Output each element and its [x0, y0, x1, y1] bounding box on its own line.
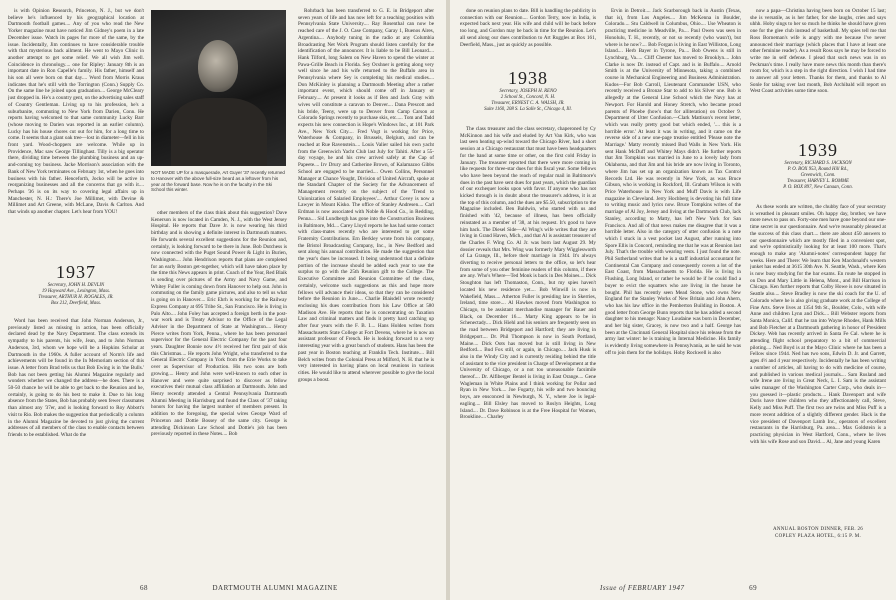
officer-1938-line-1: Secretary, JOSEPH H. RENO [499, 89, 557, 94]
column-r3-top [750, 8, 886, 128]
column-r3-text: As these words are written, the chubby face of your secretary is wreathed in pleasant smiles. Oh happy day, brother, we have more news to pass on. Forty-one men have gone beyond our one-time secret in our questionnaire. And we're reasonably pleased at the success of this class chart.... there are about 450 answers to our questionnaire which are mostly filed in a convenient spot, and we're optimistically looking for at least 100 more. That's enough to make any 'Alumni-notes' correspondent happy for weeks. Here and There: We learn that Ken Macdonald's western junket has ended at 3615 30th Ave. N. Seattle, Wash., where Ken is now busy studying for the bar exams. En route he stopped in on Don and Mary Little in Helena, Mont., and Bill Harrison in Chicago. Ken further reports that Colby Howe is now situated in Seattle also.... Steve Bradley is now the ski coach for the U. of Colorado where he is also giving graduate work at the College of Fine Arts. Steve lives at 1354 9th St., Boulder, Colo., with wife Anne and children Lynn and Dick.... Bill Webster reports from Santa Monica, Calif. that he ran into Wayne Rhodes, Hank Mills and Bob Fletcher at a Dartmouth gathering in honor of President Dickey. Web has recently arrived in Santa Fe Cal. where he is attending flight school preparatory to a bit of commercial piloting.... Ned Boyd is at the Mayo Clinic where he has been a Fellow since 1944. Ned has two sons, Edwin D. Jr. and Garrett, ages 4½ and 4 year respectively. Incidentally he has been writing a number of articles, all having to do with medicine of course, and published in various medical journals.... Sam Rusland and wife Irene are living in Great Neck, L. I. Sam is the assistant sales manager of the Washington Carter Corp., who deals in—you guessed it—plastic products.... Hank Davenport and wife Doris have three children who they affectionately call, Steve, Kelly and Miss Puff. The first two are twins and Miss Puff is a more recent addition of a slightly different gender. Hack is the vice president of Davenport Lamb Inc., operators of excellent restaurants in the Harrisburg, Pa. area.... Max Goldstein is a practicing physician in West Hartford, Conn., where he lives with his wife Rose and son David.... Al, Jane and young Karen [750, 204, 886, 445]
officer-1939-line-1: Secretary, RICHARD S. JACKSON [784, 161, 852, 166]
class-1939-header [750, 140, 886, 191]
class-year-1939: 1939 [798, 140, 838, 160]
officer-1939-line-3: Greenwich, Conn. [800, 173, 836, 178]
column-1-bottom [8, 318, 144, 580]
portrait-photo [151, 10, 286, 166]
officer-line-3: Treasurer, ARTHUR H. ROGALES, JR. [38, 295, 114, 300]
officer-1938-line-2: 2 School St., Concord, N. H. [500, 95, 556, 100]
right-footer [600, 584, 757, 592]
officer-1938-line-3: Treasurer, ERNEST C. A. WALSH, JR. [491, 101, 565, 106]
dinner-notice [750, 526, 886, 540]
page-number-left: 68 [140, 584, 148, 592]
column-1-text: is with Opinion Research, Princeton, N. J., but we don't believe he's influenced by his geographical location at Dartmouth football games.... Any of you who read the New Yorker magazine must have noticed Jim Gidney's poem in a late December issue. Watch its pages for more of the same, by the issue. Incidentally, Jim continues to have considerable trouble with that mysterious back ailment. He went to Mayo Clinic in another attempt to get some relief. We all wish Jim well. Coincidence in chronology.... one for Ripley: January 8th is an important date in Ron Capelle's family. His father, himself and his son all were born on that day.... Word from Morris Kraus indicates that he's still with the Torrington (Conn.) Supply Co. On the same line he joined upon graduation.... George McCleary just dropped in. He's a country gent, on the advertising sales staff of Country Gentleman. Living up to his profession, he's a suburbanite, commuting to New York from Darien, Conn. He reports having welcomed to that same community Lucky Barr (whose moving to Darien was reported in an earlier column). Lucky has his house chores cut out for him, for a long time to come. It seems that a giant oak tree—lost in diameter—fell in his front yard. Wood-choppers are welcome. While up in Providence, Mac saw George Tillinghast. Tilly is a big operator there, dividing time between the plumbing business and an up-and-coming toy business. Jacke Morrison's association with the Bank of New York terminates on February 1st, when he goes into business with his father. Henceforth, Jocko will be active in reorganizing businesses and all the concerns that go with it.... Perhaps '36 is on its way to covering legal affairs up in Manchester, N. H.: There's Joe Millimet, with Devine & Millimet and Art Greene, with McLane, Davis & Carlton. And that winds up another chapter. Let's hear from YOU! [8, 8, 144, 216]
left-page [0, 0, 446, 600]
class-year-1937: 1937 [56, 262, 96, 282]
magazine-title: DARTMOUTH ALUMNI MAGAZINE [212, 584, 338, 592]
right-page [450, 0, 896, 600]
photo-caption: NOT MADE UP for a masquerade, Art Guyer '37 recently returned to Hanover with the above full-size beard as a leftover from his year at the forward base. Now he is on the faculty in the Ski School this winter. [151, 170, 285, 193]
column-r2-text: Ervin in Detroit.... Jack Scarborough back in Austin (Texas, that is), from Los Angeles.... Jim McKenna in Boulder, Colorado.... Stu Caldwell in Columbus, Ohio.... Use Wheaton is practicing medicine in Meadville, Pa.... Paul Owen was seen in Honolulu, T. H., recently, or not so recently (who wasn't), but where is he now?.... Bob Forgan is living in East Williston, Long Island.... Herb Bayer in Tyrone, Pa.... Bob Owens is still in Lynchburg, Va..... Cliff Chester has moved to Brooklyn.... John Clarke is now Dr. instead of Capt. and is in Buffalo.... Arnold Smith is at the University of Minnesota, taking a combined course in Mechanical Engineering and Business Administration. Kudos—For Bob Carroll, Lieutenant Commander USN, who recently received a Bronze Star to add to his Silver one. Bob is allegedly at the General Line School which the Navy has at Newport. For Harold and Honey Stretch, who became proud parents of Phoebe (how's that for alliteration) on October 9. Department of Utter Confusion.—Clark Mattison's recent letter, which was really pretty good but which ended, '.... this is a horrible error.' At least it was in writing, and it came on the reverse side of a new one-page treatise entitled 'Please note the Marriage.' Matty recently missed Bud Walls in New York. His sent Hank McDuff and Whitey Mays didn't. He further reports that Jim Tompkins was married in June to a lovely lady from Oklahoma, and that Jim and his bride are now living in Toronto, where Jim has set up an organization known as Tax Control Records Ltd. He was recently in New York, as was Bruce Gibson, who is working in Rockford, Ill. Graham Wilson is with Price Waterhouse in New York and Muff Davis is with Life magazine in Cleveland. Jerry Hochberg is devoting his full time to writing music and lyrics now. Bruce Tompkins writes of the marriage of Al Joy, Jersey and living at the Dartmouth Club, lack Stanley, according to Matty, has left New York for San Francisco. And all of that news makes me disagree that it was a horrible letter. Also in the category of utter confusion is a note which I stuck in a vest pocket last August, after running into Spore Ellis in Concord, reminding me that he was at Reunion last July. That's the trouble with wearing vests. I just found the note. Phil Sutherland writes that he is a staff industrial accountant for Continental Can Company and consequently covers a lot of the East Coast, from Massachusetts to Florida. He is living in Flushing, Long Island, or rather he would be if he could find a buyer to evict the squatters who are living in the house he bought. Phil has recently seen Mead Stone, who owns New England for the Stanley Works of New Britain and John Ahern, who has his law office in the Pemberton Building in Boston. A good letter from George Bunn reports that he has added a second daughter to his menage: Nancy Loudaine was born in December, and her big sister, Gracey, is now two and a half. George has been at the Cincinnati General Hospital since his release from the army last winter: he is training in Internal Medicine. His family is evidently living somewhere in Pennsylvania, as he said he was off to join them for the holidays. Hoby Rockwell is also [605, 8, 741, 356]
officer-1938-line-4: Suite 1160, 208 S. La Salle St., Chicago 4, Ill. [484, 107, 572, 112]
column-r1-text: The class treasurer and the class secretary, chaperoned by Cy McKinnon and his wife and eluded by Art Van Kirk, who was last seen heating up-wind toward the Chicago River, had a short session at a Chicago restaurant that must have been headquarters for the band at some time or other, on the first cold Friday in January. The treasurer reported that there were more coming in like requests for three-star dues for this fiscal year. Some fellows who have been beyond the reach of regular mail in Baltimore's dues in the past have sent dues for past years, which the guardian of our exchequer looks upon with favor. If anyone who has not kicked through is in doubt about the treasurer's address, it is at the top of this column, and the dues are $5.50, subscription to the Magazine included. Ben Baldwin, who started with us and finished with '42, because of illness, has been officially reinstated as a member of '38, at his request. It's good to have him back. The Diesel Side—Al Wing's wife writes that they are living in Grand Haven, Mich., and that Al is assistant treasurer of the Charles F. Wing Co. Al Jr. was born last August 29. My dossier reveals that Mrs. Wing was formerly Mary Wigglesworth of La Grange, Ill., before their marriage in 1944. It's always diverting to receive personal letters to the office, so let's hear from some of you other feminine readers of this column, if there are any. Who's Where—Ted Monk is back in Des Moines.... Dick Stoughton has left Thomaston, Conn., but my spies haven't located his new residence yet.... Bob Winwill is now in Wakefield, Mass.... Atherton Fuller is presiding law in Skerries, Ireland, time store.... Al Hawkes moved from Washington to Chicago, to be assistant merchandise manager for Bauer and Black, on December 16.... Marty King appears to be in Schenectady.... Dick Hiehl and his seniors are frequently seen on the road between Bridgeport and Hartford; they are living in Bridgeport.... Dr. Phil Thompson is now in South Portland, Maine.... Dick Oots has moved but is still living in New Bedford.... Bud Fox still, or again, in Chicago.... Jack Husk is also in the Windy City and is currently residing behind the title of assistant to the vice president in Charge of Development at the University of Chicago, or a not too unreasonable facsimile thereof.... Dr. Alfiberger Bentel is living in East Orange.... Gene Wagleman in White Plains and I think working for Pollar and Ryan in New York.... Joe Fogarty, his wife and two bouncing boys, are ensconced in Newburgh, N. Y., where Joe is legal-eagling.... Bill Elsley has moved to Roslyn Heights, Long Island.... Dr. Dave Robinson is at the Free Hospital for Women, Brookline.... Charley [460, 126, 596, 421]
column-r3-top-text: now a papa—Christina having been born on October 15 last; she is versatile, as is her father, for she laughs, cries and says uhhh. Hoby sings to her so much he thinks he should have given one for the glee club instead of basketball. My spies tell me that Ross Borneman's wife is angry with me because I've never announced their marriage (which places that I have at least one other feminine reader). As a result Ross says he may be forced to write me in self defense. I plead that such news was in on Peckman's time. I really have more news this month than there's room for, which is a step in the right direction. I wish I had time to answer all your letters. Thanks for them, and thanks to Al Sonle for taking over last month, Bob Archibald will report on West Coast activities some time soon. [750, 8, 886, 95]
column-r1 [460, 126, 596, 580]
column-2-text: other members of the class think about this suggestion? Dave Kenerson is now located in Camden, N. J., with the West Jersey Hospital. He reports that Dave Jr. is now wearing his third birthday and is showing a definite interest in Dartmouth matters. He forwards several excellent suggestions for the Reunion and, certainly, is looking forward to be there in June. Bob Dutchess is now connected with the Puget Sound Power & Light in Burien, Washington.... John Hendrixon reports that plans are completed for an early Boston get-together, which will have taken place by the time this News appears in print. Coach of the Year, Red Blaik is sending over pictures of the Army and Navy Game, and Whitey Fuller is coming down from Hanover to help out. John in commuting on the family game pictures, and also to tell us what is going on in Hanover.... Eric Ehrh is working for the Railway Express Company at 695 Tribe St., San Francisco. He is living in Palo Alto.... John Foley has accepted a foreign berth in the post-war work and is Treaty Advisor to the Office of the Legal Adviser in the Department of State at Washington.... Henry Pierce writes from York, Penna., where he has been personnel supervisor for the General Electric Company for the past four years. Daughter Bonnie now 4½ received her first pair of skis this Christmas.... He reports John Wright, who transferred to the General Electric Company in York from the Erie Works to take over as Supervisor of Production. His two sons are both growing.... Henry and John were well-known to each other in Hanover and were quite surprised to discover as fellow executives their mutual class affiliation at Dartmouth. John and Henry recently attended a Central Pennsylvania Dartmouth Alumni Meeting in Harrisburg and found the Class of '37 taking honors for having the largest number of members present. In addition to the foregoing, the special wires George Ward of Princeton and Dottie Bossey of the same city. George is attending Dickinson Law School and Dottie's job has been previously reported in these Notes.... Bob [151, 210, 287, 438]
column-r2 [605, 8, 741, 580]
dinner-notice-line-2: COPLEY PLAZA HOTEL, 6:15 P. M. [774, 534, 862, 539]
column-r1-top-text: done on reunion plans to date. Bill is handling the publicity in connection with our Reunion.... Gordon Terry, now in India, is expected back next year. His wife and child will be back before too long, and Gordon may be back in time for the Reunion. Let's all send along our dues contribution to Art Ruggles at Box 161, Deerfield, Mass., just as quickly as possible. [460, 8, 596, 48]
page-number-right: 69 [749, 584, 758, 592]
class-year-1938: 1938 [508, 68, 548, 88]
column-1-bottom-text: Word has been received that John Norman Anderson, Jr., previously listed as missing in action, has been officially declared dead by the Navy Department. The class extends its sympathy to his parents, his wife, Jean, and to John Norman Anderson, 3rd, whom we hope will be a Hopkins Scholar at Dartmouth in the 1960s. A fuller account of Norm's life and achievements will be found in the In Memoriam section of this issue. A letter from Brad tells us that Bob Ewing is in 'the Bulls.' Bob has not been getting his Alumni Magazine regularly and wonders whether we changed the address—he does. There is a 50-50 chance he will be able to get back to the Reunion and he, certainly, is going to do his best to make it. Due to his long absence from the States, Bob has probably seen fewer classmates than almost any '37er, and is looking forward to Roy Abbott's visit to Rio. Bob makes the suggestion that periodically a column in the Alumni Magazine be devoted to just giving the current addresses of all members of the class to enable contacts between friends to be established. What do the [8, 318, 144, 438]
column-2 [151, 210, 287, 580]
class-1938-header [460, 68, 596, 113]
left-footer [140, 584, 338, 592]
dinner-notice-line-1: ANNUAL BOSTON DINNER, FEB. 26 [772, 527, 864, 532]
officer-line-1: Secretary, JOHN H. DEVLIN [47, 283, 105, 288]
photo-face [198, 40, 238, 92]
issue-title: Issue of FEBRUARY 1947 [600, 584, 685, 592]
officer-1939-line-5: P. O. BOX 897, New Canaan, Conn. [783, 185, 853, 190]
officer-line-2: 19 Hayward Ave., Lexington, Mass. [41, 289, 111, 294]
officer-1939-line-4: Treasurer, HARVEY L. ROMME [787, 179, 849, 184]
officer-line-4: Box 212, Deerfield, Mass. [50, 301, 102, 306]
column-3 [298, 8, 434, 580]
column-r1-top [460, 8, 596, 68]
photo-coat [171, 98, 267, 166]
column-1 [8, 8, 144, 258]
column-3-text: Rohrbach has been transferred to G. E. in Bridgeport after seven years of life and has now left for a teaching position with Pennsylvania State University.... Ray Rosenthal can now be reached care of the J. O. Case Company, Garay 1, Buenos Aires, Argentina.... Anybody tuning in the radio at any Columbia Broadcasting Net Work Program should listen carefully for the identification of the announcer. It is liable to be Bill Leonard.... Hank Tilford, long Salem on New Haven to spend the winter at Pawa-Grille Beach in Florida. Sey Ocshner is getting along very well since he and his wife returned to the Buffalo area in Pennsylvania where Sey is completing his medical studies.... Don McKinley is planning a Dartmouth Meeting after a rather important event, which should come off in January or February.... At present it looks as if Ben and Jack Gray with wives will constitute a caravan to Denver.... Dana Prescott and his bride, Teeny, were up to Denver from Camp Carson at Colorado Springs recently to purchase skis, etc..... Tom and Tadd expects his new connection is Hope's Windows Inc., at 101 Park Ave., New York City.... Fred Vogt is working for Price, Waterhouse & Company, in Brussels, Belgium, and can be reached at Rue Ravenstein.... Louis Valier sailed his own yacht from the Greenwich Yacht Club last July for Tahiti. After a 55-day voyage, he and his crew arrived safely at the Cap of Papeete.... Irv Drury and Catherine Brown, of Kalamazoo Gibbs School are engaged to be married.... Owen Collins, Personnel Manager at Chance Vought, Division of United Aircraft, spoke at the Standard Chapter of the Society for the Advancement of Management recently on the subject of the 'Trend to Unionization of Salaried Employees'.... Arthur Covey is now a Lawyer in Mount Kisko. The office of Stanley Andresen.... Carl Erdman is now associated with Noble & Hood Co., in Redding, Penna.... Sid Lundbergh has gone into the Construction Business in Baltimore, Md.... Carey Lloyd reports he has had some contact with class-mates recently who are interested to get some Fraternity Contributions. Ern Berkley wrote from his company, the Bristol Broadcasting Company, Inc., in New Bedford and sent along his annual contribution. He made the suggestion that the year's dues be increased. It being understood that a definite portion of the increase should be added each year to use the surplus to go with the 25th Reunion gift to the College. The Executive Committee and Reunion Committee of the class, certainly, welcome such suggestions as this and hope more fellows will advance their ideas, so that they can be considered before the Reunion in June.... Charlie Blaisdell wrote recently enclosing his dues contribution from his Law Office at 580 Madison Ave. He reports that he is concentrating on Taxation Law and criminal matters and finds it pretty hard catching up after four years with the F. B. I.... Hans Holden writes from Massachusetts State College at Fort Devens, where he is now an assistant professor of French. He is looking forward to a very interesting year with a great bunch of students. Hans has been the past year in Boston teaching at Franklin Tech. Institute.... Bill Belch writes from the Colonial Press at Milford, N. H. that he is very interested in having plans on local reunions in various cities. He would like to attend wherever possible to give the local groups a boost. [298, 8, 434, 383]
column-r3 [750, 204, 886, 514]
class-1937-header [8, 262, 144, 307]
officer-1939-line-2: P. O. BOX 953, Round Hill Rd., [787, 167, 849, 172]
